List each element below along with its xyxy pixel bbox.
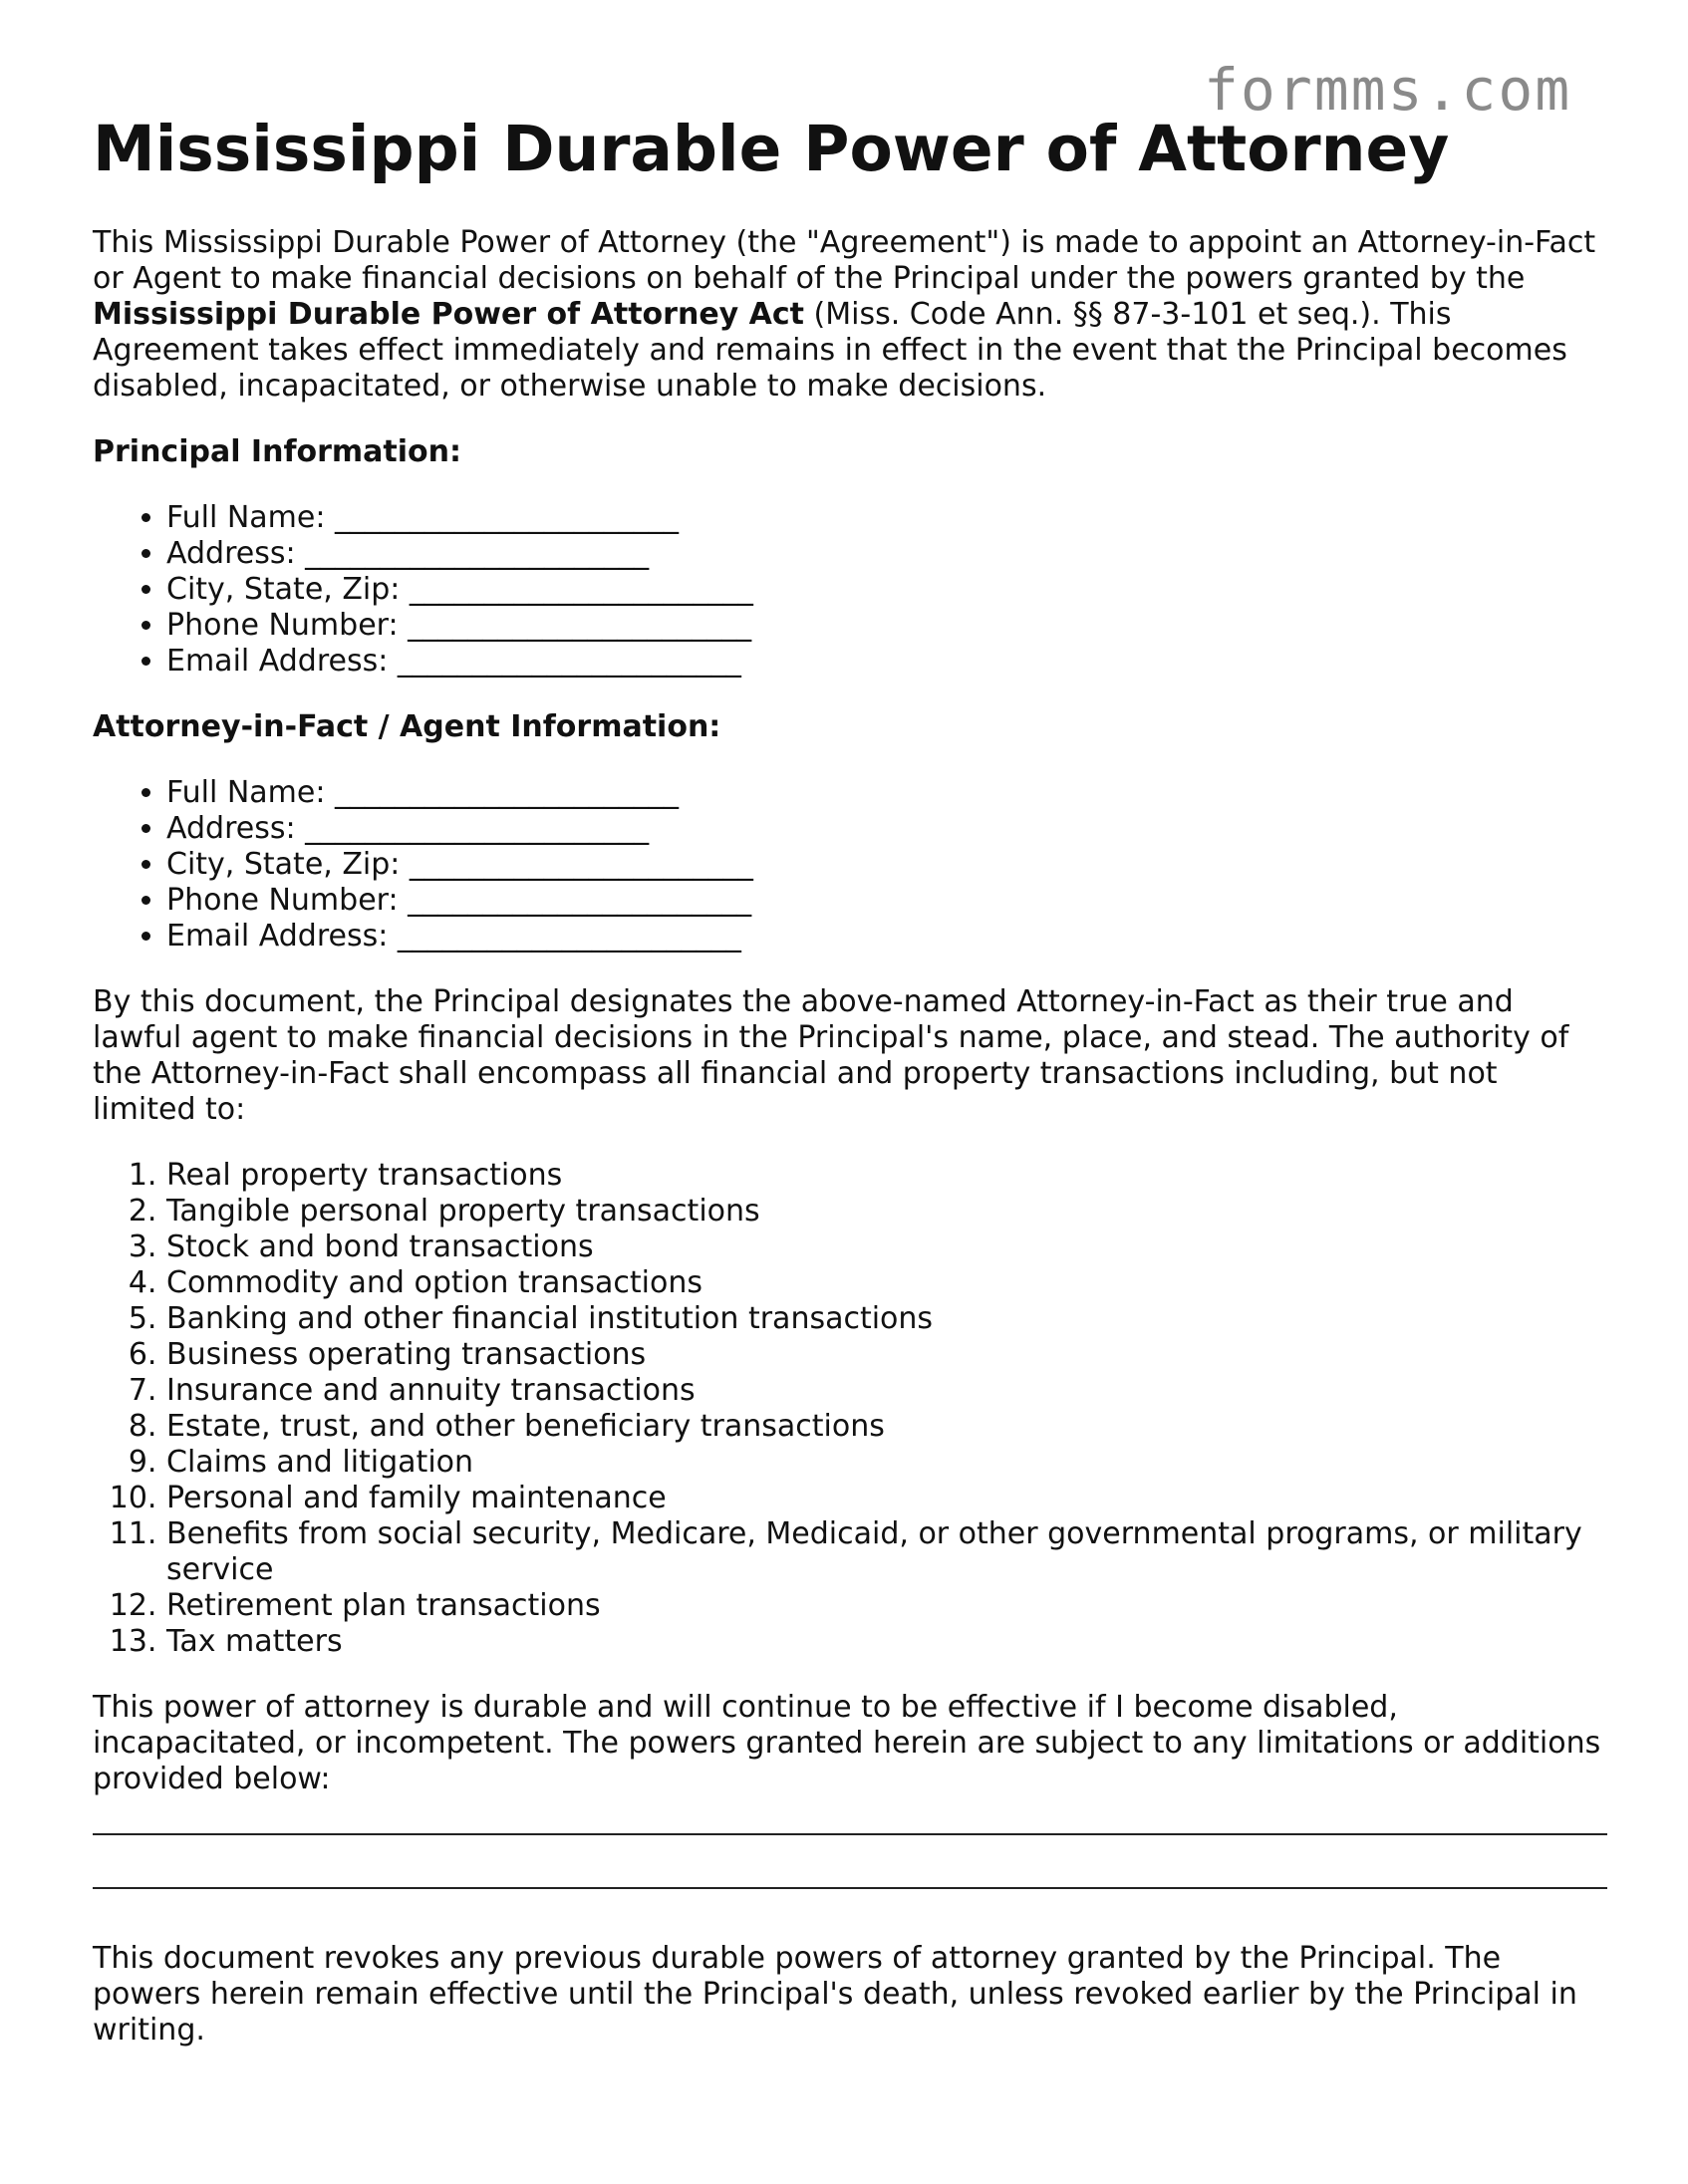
power-item: 1. Real property transactions — [166, 1158, 1607, 1194]
power-item: 3. Stock and bond transactions — [166, 1229, 1607, 1265]
power-item: 7. Insurance and annuity transactions — [166, 1373, 1607, 1409]
principal-city-state-zip-field[interactable]: • City, State, Zip: _______________________ — [166, 572, 1607, 608]
agent-email-field[interactable]: • Email Address: _______________________ — [166, 919, 1607, 955]
power-item: 12. Retirement plan transactions — [166, 1588, 1607, 1624]
principal-fields-list — [93, 500, 1607, 680]
agent-full-name-field[interactable]: • Full Name: _______________________ — [166, 775, 1607, 811]
intro-part1: This Mississippi Durable Power of Attorney (the "Agreement") is made to appoint an Attorney-in-Fact or Agent to make financial decisions on behalf of the Principal under the powers granted by the — [93, 225, 1596, 296]
power-item: 8. Estate, trust, and other beneficiary transactions — [166, 1409, 1607, 1445]
act-name: Mississippi Durable Power of Attorney Act — [93, 297, 805, 332]
power-item: 9. Claims and litigation — [166, 1445, 1607, 1481]
agent-fields-list — [93, 775, 1607, 955]
powers-list — [93, 1158, 1607, 1660]
watermark: formms.com — [1204, 56, 1572, 124]
agent-phone-field[interactable]: • Phone Number: _______________________ — [166, 883, 1607, 919]
principal-email-field[interactable]: • Email Address: _______________________ — [166, 644, 1607, 680]
limitations-blank-line-2[interactable] — [93, 1887, 1607, 1889]
power-item: 2. Tangible personal property transactions — [166, 1194, 1607, 1229]
power-item: 6. Business operating transactions — [166, 1337, 1607, 1373]
principal-phone-field[interactable]: • Phone Number: _______________________ — [166, 608, 1607, 644]
principal-full-name-field[interactable]: • Full Name: _______________________ — [166, 500, 1607, 536]
power-item: 10. Personal and family maintenance — [166, 1481, 1607, 1516]
intro-part2: (Miss. Code Ann. §§ 87-3-101 et seq.). This Agreement takes effect immediately and remains in effect in the event that the Principal becomes disabled, incapacitated, or otherwise unable to make decisions. — [93, 297, 1567, 404]
revocation-paragraph: This document revokes any previous durable powers of attorney granted by the Principal. The powers herein remain effective until the Principal's death, unless revoked earlier by the Principal in writing. — [93, 1941, 1577, 2048]
principal-address-field[interactable]: • Address: _______________________ — [166, 536, 1607, 572]
principal-heading: Principal Information: — [93, 434, 462, 469]
agent-heading: Attorney-in-Fact / Agent Information: — [93, 709, 721, 744]
limitations-blank-line-1[interactable] — [93, 1833, 1607, 1835]
durability-paragraph: This power of attorney is durable and will continue to be effective if I become disabled, incapacitated, or incompetent. The powers granted herein are subject to any limitations or additions provided below: — [93, 1690, 1601, 1796]
document-page — [93, 114, 1607, 2078]
power-item: 5. Banking and other financial institution transactions — [166, 1301, 1607, 1337]
power-item: 4. Commodity and option transactions — [166, 1265, 1607, 1301]
agent-city-state-zip-field[interactable]: • City, State, Zip: _______________________ — [166, 847, 1607, 883]
agent-address-field[interactable]: • Address: _______________________ — [166, 811, 1607, 847]
power-item: 11. Benefits from social security, Medicare, Medicaid, or other governmental programs, or military service — [166, 1516, 1607, 1588]
power-item: 13. Tax matters — [166, 1624, 1607, 1660]
designation-paragraph: By this document, the Principal designates the above-named Attorney-in-Fact as their true and lawful agent to make financial decisions in the Principal's name, place, and stead. The authority of the Attorney-in-Fact shall encompass all financial and property transactions including, but not limited to: — [93, 984, 1569, 1127]
intro-paragraph — [93, 225, 1607, 405]
document-title: Mississippi Durable Power of Attorney — [93, 113, 1450, 185]
